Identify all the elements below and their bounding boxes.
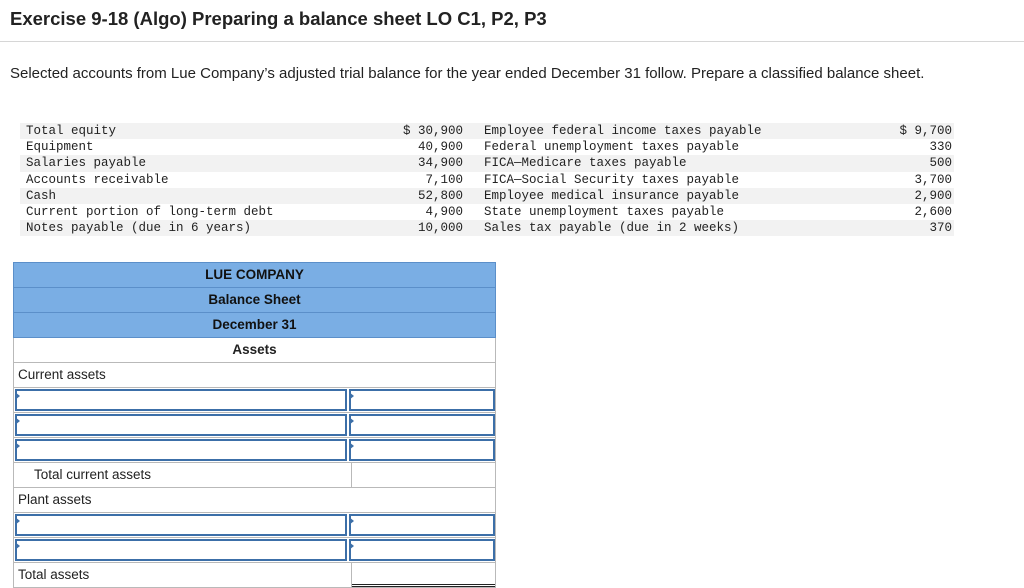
account-name: FICA—Medicare taxes payable — [484, 156, 687, 171]
table-row — [20, 139, 954, 155]
total-assets-row — [13, 563, 496, 588]
statement-date: December 31 — [13, 313, 496, 338]
page-title: Exercise 9-18 (Algo) Preparing a balance sheet LO C1, P2, P3 — [10, 8, 547, 29]
current-asset-entry-row — [13, 438, 496, 463]
account-name: Accounts receivable — [26, 172, 169, 187]
total-current-assets-value — [352, 463, 495, 487]
title-divider — [0, 41, 1024, 42]
table-row — [20, 204, 954, 220]
account-value: 10,000 — [417, 221, 463, 236]
account-value: 500 — [929, 156, 952, 171]
table-row — [20, 123, 954, 139]
current-asset-entry-row — [13, 388, 496, 413]
account-name: Equipment — [26, 140, 94, 155]
statement-name: Balance Sheet — [13, 288, 496, 313]
total-assets-label: Total assets — [14, 563, 352, 587]
table-row — [20, 155, 954, 171]
account-value: 370 — [929, 221, 952, 236]
account-value: 3,700 — [914, 172, 952, 187]
account-name: Federal unemployment taxes payable — [484, 140, 740, 155]
account-select-input[interactable] — [15, 514, 347, 536]
account-name: Notes payable (due in 6 years) — [26, 221, 252, 236]
current-assets-label: Current assets — [18, 367, 106, 382]
account-value: 34,900 — [417, 156, 463, 171]
total-assets-value — [352, 563, 495, 587]
amount-input[interactable] — [349, 514, 495, 536]
total-current-assets-label: Total current assets — [14, 463, 352, 487]
amount-input[interactable] — [349, 414, 495, 436]
account-name: Sales tax payable (due in 2 weeks) — [484, 221, 740, 236]
assets-header: Assets — [232, 342, 277, 357]
amount-input[interactable] — [349, 439, 495, 461]
account-value: 2,600 — [914, 204, 952, 219]
amount-input[interactable] — [349, 389, 495, 411]
account-value: $ 9,700 — [899, 124, 952, 138]
assets-header-row — [13, 338, 496, 363]
account-select-input[interactable] — [15, 539, 347, 561]
plant-assets-label: Plant assets — [18, 492, 92, 507]
trial-balance-table — [20, 123, 954, 236]
amount-input[interactable] — [349, 539, 495, 561]
account-select-input[interactable] — [15, 439, 347, 461]
account-name: Employee medical insurance payable — [484, 188, 740, 203]
total-current-assets-row — [13, 463, 496, 488]
account-value: 4,900 — [425, 204, 463, 219]
account-value: 52,800 — [417, 188, 463, 203]
table-row — [20, 188, 954, 204]
account-name: State unemployment taxes payable — [484, 204, 725, 219]
account-select-input[interactable] — [15, 414, 347, 436]
account-value: 40,900 — [417, 140, 463, 155]
balance-sheet-form — [13, 262, 496, 588]
account-name: Salaries payable — [26, 156, 147, 171]
current-asset-entry-row — [13, 413, 496, 438]
table-row — [20, 220, 954, 236]
plant-asset-entry-row — [13, 513, 496, 538]
plant-assets-row — [13, 488, 496, 513]
instructions-text: Selected accounts from Lue Company’s adjusted trial balance for the year ended December 31 follow. Prepare a classified balance sheet. — [10, 65, 925, 82]
current-assets-row — [13, 363, 496, 388]
table-row — [20, 172, 954, 188]
account-name: Employee federal income taxes payable — [484, 124, 762, 138]
account-value: 2,900 — [914, 188, 952, 203]
company-name: LUE COMPANY — [13, 262, 496, 288]
account-value: $ 30,900 — [402, 124, 463, 138]
account-name: FICA—Social Security taxes payable — [484, 172, 740, 187]
account-name: Total equity — [26, 124, 117, 138]
plant-asset-entry-row — [13, 538, 496, 563]
account-select-input[interactable] — [15, 389, 347, 411]
account-value: 330 — [929, 140, 952, 155]
account-name: Current portion of long-term debt — [26, 204, 274, 219]
account-name: Cash — [26, 188, 57, 203]
account-value: 7,100 — [425, 172, 463, 187]
